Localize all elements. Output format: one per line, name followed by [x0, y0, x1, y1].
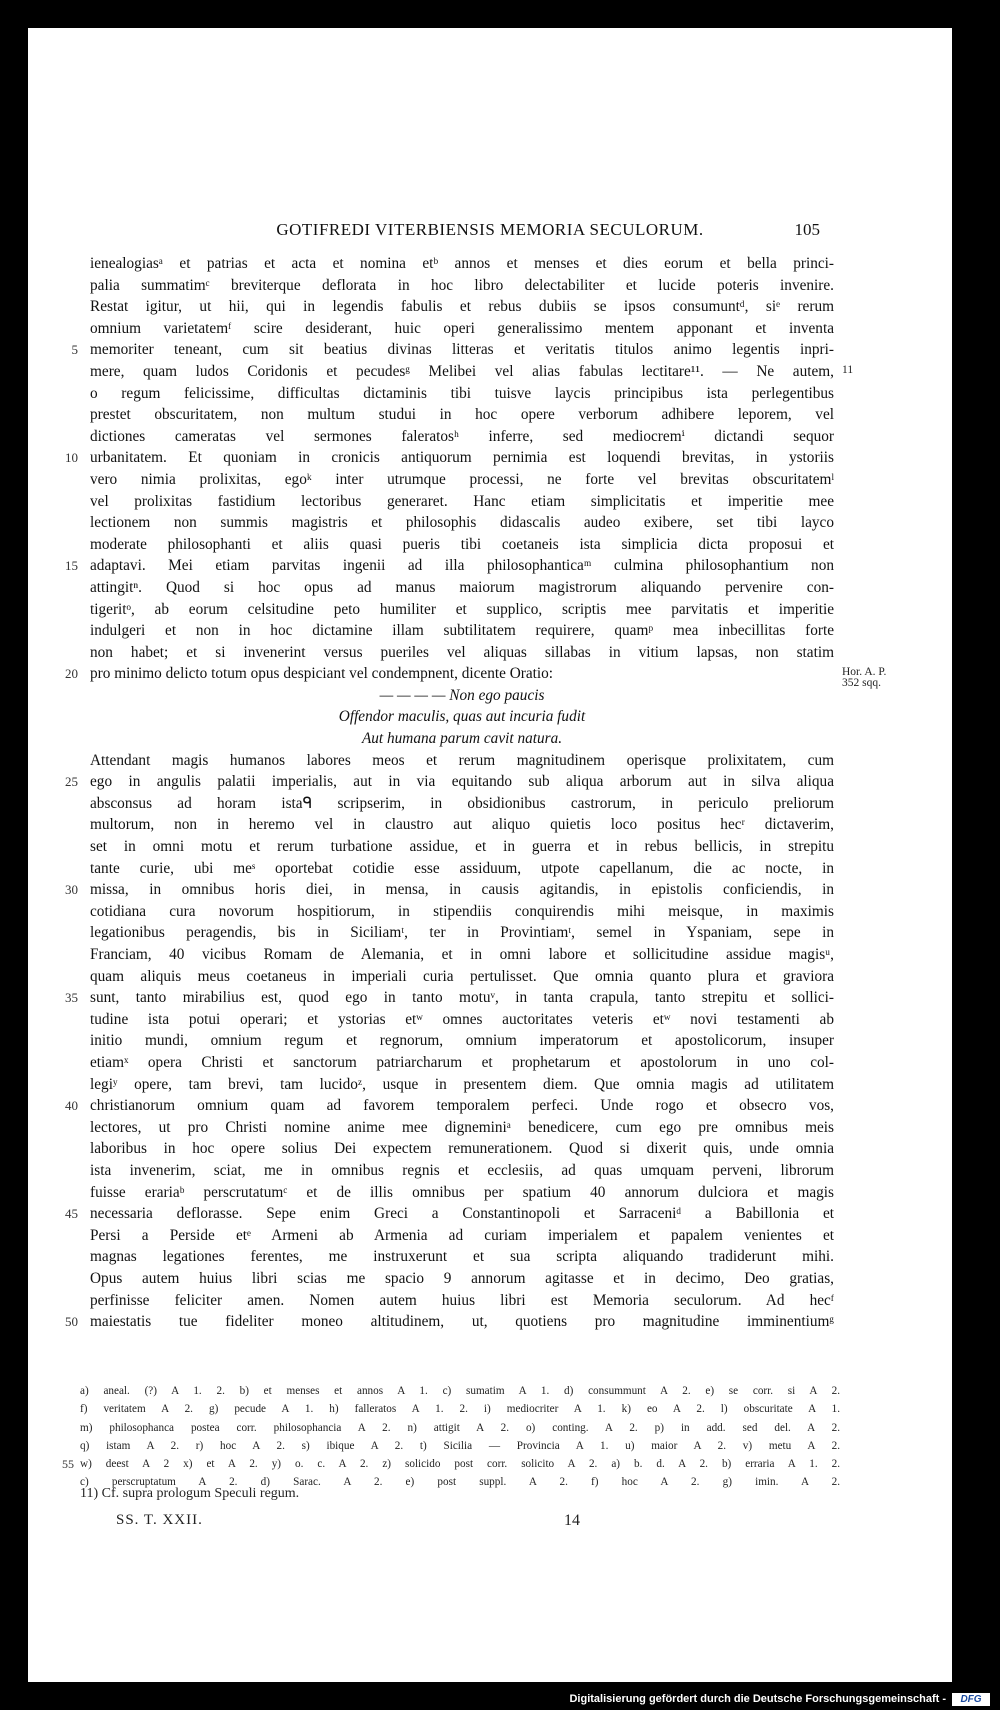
- line-text: perfinisse feliciter amen. Nomen autem huius libri est Memoria seculorum. Ad hecᶠ: [90, 1291, 834, 1309]
- line-number: 5: [71, 342, 78, 358]
- text-line: [71, 339, 834, 361]
- commentary-note: 11) Cf. supra prologum Speculi regum.: [80, 1486, 300, 1501]
- line-text: missa, in omnibus horis diei, in mensa, in causis agitandis, in epistolis conficiendis, in: [90, 881, 834, 899]
- text-line: [90, 1117, 834, 1139]
- line-text: multorum, non in heremo vel in claustro aut aliquo quietis loco positus hecʳ dictaverim,: [90, 816, 834, 834]
- line-text: ego in angulis palatii imperialis, aut in via equitando sub aliqua arborum aut in silva aliqua: [90, 773, 834, 791]
- footnote-line: [62, 1455, 840, 1473]
- line-text: palia summatimᶜ breviterque deflorata in hoc libro delectabiliter et lucide poteris invenire.: [90, 276, 834, 294]
- running-title: GOTIFREDI VITERBIENSIS MEMORIA SECULORUM.: [276, 220, 704, 239]
- line-text: Franciam, 40 vicibus Romam de Alemania, et in omni labore et sollicitudine assidue magisᵘ,: [90, 946, 834, 963]
- text-line: [90, 275, 834, 297]
- line-number: 45: [65, 1206, 78, 1222]
- line-text: lectionem non summis magistris et philosophis didascalis audeo exibere, set tibi layco: [90, 514, 834, 532]
- text-line: [65, 1095, 834, 1117]
- text-line: [65, 1311, 834, 1333]
- line-text: o regum felicissime, difficultas dictaminis tibi tuisve laycis principibus ista perlegentibus: [90, 384, 834, 402]
- text-line: [90, 1074, 834, 1096]
- line-text: moderate philosophanti et aliis quasi pueris tibi coetaneis ista simplicia dicta proposui et: [90, 535, 834, 553]
- text-line: [90, 814, 834, 836]
- text-line: [65, 879, 834, 901]
- text-line: [90, 1052, 834, 1074]
- text-line: [90, 469, 834, 491]
- signature-number: 14: [564, 1512, 580, 1529]
- text-line: [90, 728, 834, 750]
- margin-note: 11: [842, 363, 854, 376]
- text-line: [90, 253, 834, 275]
- line-text: absconsus ad horam istaᑫ scripserim, in obsidionibus castrorum, in periculo preliorum: [90, 794, 834, 812]
- text-line: [90, 793, 834, 815]
- text-line: [65, 447, 834, 469]
- line-text: omnium varietatemᶠ scire desiderant, huic operi generalissimo mentem apponant et inventa: [90, 319, 834, 337]
- text-line: [90, 642, 834, 664]
- text-line: [90, 383, 834, 405]
- line-text: quam aliquis meus coetaneus in imperiali curia pertulisset. Que omnia quanto plura et graviora: [90, 967, 834, 985]
- text-line: [90, 836, 834, 858]
- line-number: 20: [65, 666, 78, 682]
- line-text: maiestatis tue fideliter moneo altitudinem, ut, quotiens pro magnitudine imminentiumᵍ: [90, 1313, 834, 1331]
- line-text: adaptavi. Mei etiam parvitas ingenii ad illa philosophanticaᵐ culmina philosophantium non: [90, 557, 834, 575]
- line-text: c) perscruptatum A 2. d) Sarac. A 2. e) post suppl. A 2. f) hoc A 2. g) imin. A 2.: [80, 1476, 840, 1489]
- funding-bar: [0, 1690, 1000, 1710]
- line-text: vero nimia prolixitas, egoᵏ inter utrumque processi, ne forte vel brevitas obscuritatemˡ: [90, 470, 834, 488]
- line-text: tante curie, ubi meˢ oportebat cotidie esse assiduum, utpote capellanum, die ac nocte, in: [90, 859, 834, 877]
- line-text: pro minimo delicto totum opus despiciant vel condempnent, dicente Oratio:: [90, 665, 554, 683]
- line-text: dictiones cameratas vel sermones faleratosʰ inferre, sed mediocremⁱ dictandi sequor: [90, 427, 834, 445]
- footnote-line: [80, 1437, 840, 1455]
- page-number: 105: [794, 220, 820, 239]
- line-text: attingitⁿ. Quod si hoc opus ad manus maiorum magistrorum aliquando pervenire con-: [90, 578, 834, 596]
- text-line: [90, 966, 834, 988]
- text-line: [90, 512, 834, 534]
- line-text: tigeritᵒ, ab eorum celsitudine peto humiliter et supplico, scriptis mee parvitatis et imperitie: [90, 600, 834, 618]
- signature-mark: SS. T. XXII.: [116, 1512, 203, 1528]
- margin-note: Hor. A. P.: [842, 666, 887, 679]
- text-line: [90, 901, 834, 923]
- line-text: initio mundi, omnium regum et regnorum, omnium imperatorum et apostolicorum, insuper: [90, 1032, 834, 1050]
- line-text: christianorum omnium quam ad favorem temporalem perfeci. Unde rogo et obsecro vos,: [90, 1097, 834, 1115]
- text-line: [65, 663, 887, 690]
- text-line: [90, 1030, 834, 1052]
- line-number: 25: [65, 774, 78, 790]
- text-line: [90, 944, 834, 966]
- line-text: a) aneal. (?) A 1. 2. b) et menses et annos A 1. c) sumatim A 1. d) consummunt A 2. e) se corr. si A 2.: [80, 1385, 840, 1397]
- text-line: [90, 1225, 834, 1247]
- line-text: f) veritatem A 2. g) pecude A 1. h) falleratos A 1. 2. i) mediocriter A 1. k) eo A 2. l) obscuritate A 1.: [80, 1403, 840, 1416]
- line-text: mere, quam ludos Coridonis et pecudesᵍ Melibei vel alias fabulas lectitare¹¹. — Ne autem,: [90, 362, 834, 380]
- line-text: fuisse erariaᵇ perscrutatumᶜ et de illis omnibus per spatium 40 annorum dulciora et magis: [90, 1183, 834, 1201]
- line-text: etiamˣ opera Christi et sanctorum patriarcharum et prophetarum et apostolorum in uno col-: [90, 1053, 834, 1071]
- text-line: [90, 599, 834, 621]
- dfg-logo: DFG: [952, 1693, 990, 1706]
- text-line: [65, 771, 834, 793]
- text-line: [90, 1182, 834, 1204]
- line-text: — — — — Non ego paucis: [379, 686, 545, 704]
- line-text: ista invenerim, sciat, me in omnibus regnis et ecclesiis, ad quas umquam perveni, librorum: [90, 1161, 834, 1179]
- line-number: 40: [65, 1098, 78, 1114]
- line-text: ienealogiasᵃ et patrias et acta et nomina etᵇ annos et menses et dies eorum et bella princi-: [90, 255, 834, 272]
- text-line: [90, 1246, 834, 1268]
- line-text: prestet obscuritatem, non multum studui in hoc opere verborum adhibere leporem, vel: [90, 406, 834, 424]
- text-line: [65, 987, 834, 1009]
- text-line: [90, 491, 834, 513]
- line-text: lectores, ut pro Christi nomine anime mee digneminiᵃ benedicere, cum ego pre omnibus meis: [90, 1118, 834, 1136]
- text-line: [90, 318, 834, 340]
- line-text: cotidiana cura novorum hospitiorum, in stipendiis conquirendis mihi meisque, in maximis: [90, 902, 834, 920]
- line-text: memoriter teneant, cum sit beatius divinas litteras et veritatis titulos animo legentis inpri-: [90, 341, 834, 359]
- line-number: 55: [62, 1457, 74, 1472]
- line-text: Opus autem huius libri scias me spacio 9 annorum agitasse et in decimo, Deo gratias,: [90, 1269, 834, 1287]
- line-text: Offendor maculis, quas aut incuria fudit: [338, 708, 586, 726]
- text-line: [90, 922, 834, 944]
- footnote-line: [80, 1400, 840, 1418]
- footnote-line: [80, 1419, 840, 1437]
- line-text: legationibus peragendis, bis in Siciliamᵗ, ter in Provintiamᵗ, semel in Yspaniam, sepe in: [90, 924, 834, 942]
- funding-text: Digitalisierung gefördert durch die Deutsche Forschungsgemeinschaft -: [569, 1693, 946, 1705]
- line-text: sunt, tanto mirabilius est, quod ego in tanto motuᵛ, in tanta crapula, tanto strepitu et sollici-: [90, 989, 834, 1007]
- line-text: indulgeri et non in hoc dictamine illam subtilitatem requirere, quamᵖ mea inbecillitas forte: [90, 622, 834, 640]
- line-text: vel prolixitas fastidium lectoribus generaret. Hanc etiam simplicitatis et imperitie mee: [90, 492, 834, 510]
- text-line: [90, 534, 834, 556]
- line-number: 35: [65, 990, 78, 1006]
- text-line: [90, 404, 834, 426]
- text-line: [90, 1160, 834, 1182]
- line-number: 30: [65, 882, 78, 898]
- line-text: legiʸ opere, tam brevi, tam lucidoᶻ, usque in presentem diem. Que omnia magis ad utilitatem: [90, 1075, 834, 1093]
- line-text: tudine ista potui operari; et ystorias etʷ omnes auctoritates veteris etʷ novi testamenti ab: [90, 1010, 834, 1028]
- text-line: [90, 858, 834, 880]
- critical-apparatus: [62, 1382, 840, 1492]
- line-text: magnas legationes ferentes, me instruxerunt et sua scripta aliquando tradiderunt mihi.: [90, 1248, 834, 1266]
- text-line: [90, 296, 834, 318]
- scanned-page: [28, 28, 952, 1682]
- text-line: [90, 361, 854, 383]
- text-line: [90, 1290, 834, 1312]
- running-header: [28, 220, 952, 246]
- text-line: [90, 706, 834, 728]
- line-number: 15: [65, 558, 78, 574]
- text-line: [90, 685, 834, 707]
- text-line: [65, 555, 834, 577]
- footnote-line: [80, 1382, 840, 1400]
- line-text: Attendant magis humanos labores meos et rerum magnitudinem operisque prolixitatem, cum: [90, 751, 834, 769]
- text-line: [90, 577, 834, 599]
- line-text: Persi a Perside etᵉ Armeni ab Armenia ad curiam imperialem et papalem venientes et: [90, 1226, 834, 1244]
- text-line: [90, 1138, 834, 1160]
- text-line: [90, 1268, 834, 1290]
- text-line: [90, 426, 834, 448]
- line-text: q) istam A 2. r) hoc A 2. s) ibique A 2. t) Sicilia — Provincia A 1. u) maior A 2. v) metu A 2.: [80, 1439, 840, 1452]
- text-line: [65, 1203, 834, 1225]
- line-text: set in omni motu et rerum turbatione assidue, et in guerra et in rebus bellicis, in strepitu: [90, 838, 834, 856]
- line-text: m) philosophanca postea corr. philosophancia A 2. n) attigit A 2. o) conting. A 2. p) in add. sed del. A 2.: [80, 1421, 840, 1434]
- text-line: [90, 620, 834, 642]
- line-text: Restat igitur, ut hii, qui in legendis fabulis et rebus dubiis se ipsos consumuntᵈ, siᵉ rerum: [90, 298, 834, 316]
- margin-note-reference: 352 sqq.: [842, 677, 881, 690]
- line-number: 10: [65, 450, 78, 466]
- text-line: [90, 1009, 834, 1031]
- main-text: [65, 253, 887, 1333]
- line-text: Aut humana parum cavit natura.: [361, 730, 563, 748]
- line-text: laboribus in hoc opere solius Dei expectem remunerationem. Quod si dixerit quis, unde omnia: [90, 1140, 834, 1158]
- line-text: urbanitatem. Et quoniam in cronicis antiquorum pernimia est loquendi brevitas, in ystoriis: [90, 449, 834, 467]
- line-text: necessaria deflorasse. Sepe enim Greci a Constantinopoli et Sarraceniᵈ a Babillonia et: [90, 1205, 834, 1223]
- line-text: w) deest A 2 x) et A 2. y) o. c. A 2. z) solicido post corr. solicito A 2. a) b. d. A 2. b) erraria A 1. 2.: [80, 1458, 840, 1471]
- text-line: [90, 750, 834, 772]
- line-text: non habet; et si invenerint versus pueriles vel aliquas sillabas in vitium lapsas, non statim: [90, 643, 834, 661]
- line-number: 50: [65, 1314, 78, 1330]
